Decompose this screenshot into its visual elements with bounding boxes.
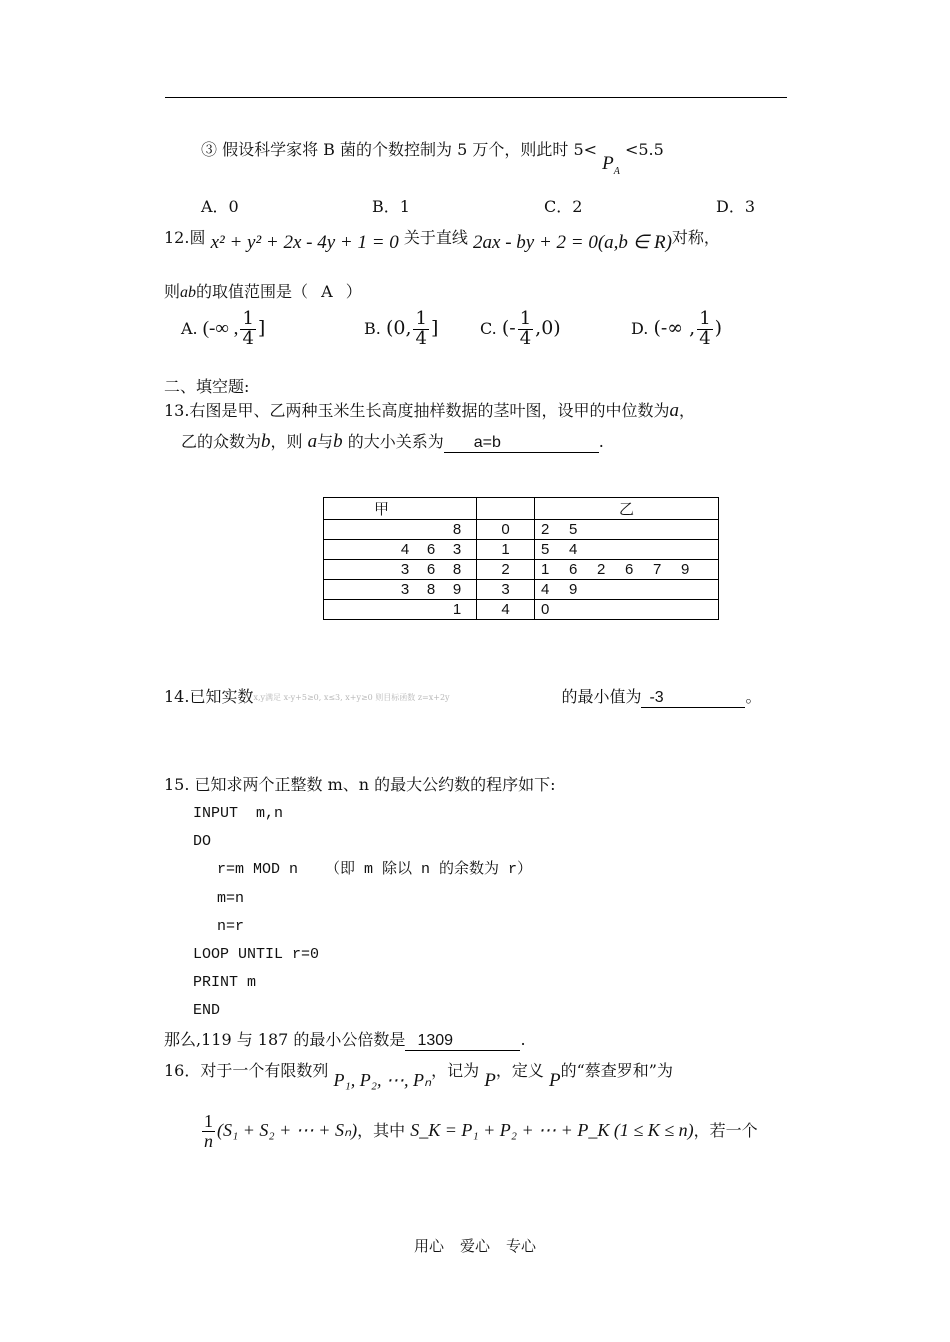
q12-line2-text: 的取值范围是（ — [196, 282, 309, 301]
q12-option-a — [181, 310, 265, 349]
q16-p: P — [484, 1070, 496, 1091]
q13-end: . — [598, 432, 604, 451]
q11-option-a: A．0 — [201, 197, 239, 216]
q12-option-a-frac — [240, 310, 255, 349]
q11-item3-text: ③ 假设科学家将 B 菌的个数控制为 5 万个，则此时 5< — [201, 140, 598, 159]
q12-option-c-right: ,0) — [535, 316, 561, 339]
q16-mid1: ，记为 — [431, 1061, 480, 1080]
q12-suffix: 对称， — [671, 228, 720, 247]
q16-p2: P — [548, 1070, 561, 1091]
q12-ab: ab — [180, 284, 197, 301]
q16-end: ，若一个 — [693, 1120, 758, 1140]
q13-line1-text: 13.右图是甲、乙两种玉米生长高度抽样数据的茎叶图，设甲的中位数为 — [164, 401, 670, 420]
q12-option-c-frac — [518, 310, 533, 349]
left-leaves — [324, 580, 477, 600]
leaf: 9 — [452, 581, 462, 598]
q15-answer-blank — [405, 1032, 520, 1051]
code-line: END — [193, 1002, 221, 1020]
q14-line — [164, 684, 761, 708]
q12-option-b-right: ] — [430, 316, 439, 339]
table-row — [324, 540, 719, 560]
q15-question — [164, 1027, 526, 1051]
footer-text: 爱心 — [459, 1237, 490, 1255]
q13-comma: ， — [678, 401, 695, 420]
q14-end: 。 — [745, 687, 762, 706]
leaf: 4 — [400, 541, 410, 558]
right-leaves — [535, 580, 719, 600]
leaf: 5 — [569, 521, 578, 538]
frac-den: 4 — [242, 327, 254, 349]
table-row — [324, 600, 719, 620]
q12-option-b — [364, 310, 438, 349]
q12-line-equation: 2ax - by + 2 = 0(a,b ∈ R) — [473, 232, 672, 253]
q13-line1 — [164, 398, 695, 422]
q14-faded-constraints: x,y满足 x-y+5≥0, x≤3, x+y≥0 则目标函数 z=x+2y — [253, 693, 450, 702]
q12-option-d-right: ) — [714, 316, 723, 339]
stem: 1 — [477, 540, 535, 560]
code-line: n=r — [199, 917, 245, 935]
q12-option-c-left: (- — [501, 316, 516, 339]
leaf: 5 — [541, 541, 550, 558]
right-leaves — [535, 600, 719, 620]
q12-option-a-left: (-∞ , — [202, 317, 239, 339]
q12-option-d — [631, 310, 722, 349]
leaf: 9 — [569, 581, 578, 598]
leaf: 1 — [452, 601, 462, 618]
header-rule — [165, 97, 787, 98]
code-line: r=m MOD n （即 m 除以 n 的余数为 r） — [199, 861, 533, 879]
leaf: 3 — [452, 541, 462, 558]
frac-num: 1 — [204, 1111, 213, 1131]
left-leaves — [324, 600, 477, 620]
q12-option-b-left: (0, — [385, 316, 412, 339]
header-yi: 乙 — [535, 498, 719, 520]
frac-num: 1 — [519, 308, 532, 329]
code-line: DO — [193, 833, 212, 851]
q13-b-2: b — [333, 431, 343, 452]
code-line: m=n — [199, 889, 245, 907]
q12-option-d-frac — [697, 310, 712, 349]
q16-line2 — [200, 1112, 758, 1151]
q11-option-c: C．2 — [544, 197, 583, 216]
q13-line2 — [181, 429, 604, 453]
q14-answer: -3 — [649, 689, 664, 706]
q11-pa — [602, 153, 620, 177]
q12-option-d-label: D. — [631, 318, 649, 338]
leaf: 9 — [681, 561, 690, 578]
leaf: 3 — [400, 581, 410, 598]
stem: 0 — [477, 520, 535, 540]
footer-text: 专心 — [506, 1237, 537, 1255]
table-row — [324, 520, 719, 540]
leaf: 8 — [452, 561, 462, 578]
stem: 2 — [477, 560, 535, 580]
q11-pa-var: P — [602, 153, 614, 174]
q16-sequence: P₁, P₂, ⋯, Pₙ — [333, 1070, 432, 1090]
leaf: 7 — [653, 561, 662, 578]
leaf: 6 — [569, 561, 578, 578]
leaf: 2 — [597, 561, 606, 578]
q16-mid3: 的“蔡查罗和”为 — [560, 1061, 673, 1080]
leaf: 0 — [541, 601, 550, 618]
q13-line2d: 的大小关系为 — [347, 432, 444, 451]
q11-option-d: D．3 — [716, 197, 756, 216]
frac-den: 4 — [699, 327, 711, 349]
q12-option-b-frac — [413, 310, 428, 349]
leaf: 2 — [541, 521, 550, 538]
leaf: 1 — [541, 561, 550, 578]
q12-line2-close: ） — [345, 282, 362, 301]
leaf: 3 — [400, 561, 410, 578]
q12-circle-equation: x² + y² + 2x - 4y + 1 = 0 — [210, 232, 399, 253]
q13-line2c: 与 — [317, 432, 334, 451]
code-line: LOOP UNTIL r=0 — [193, 946, 320, 964]
q12-option-a-right: ] — [257, 316, 266, 339]
q16-frac — [202, 1112, 215, 1151]
header-jia: 甲 — [324, 498, 477, 520]
q16-definition: S_K = P₁ + P₂ + ⋯ + P_K (1 ≤ K ≤ n) — [410, 1119, 694, 1140]
q12-option-a-label: A. — [181, 318, 198, 338]
q13-answer: a=b — [473, 434, 501, 451]
stem: 3 — [477, 580, 535, 600]
leaf: 8 — [426, 581, 436, 598]
q12-line1 — [164, 225, 720, 253]
q11-option-b: B．1 — [372, 197, 410, 216]
section-fill-in: 二、填空题: — [164, 377, 250, 396]
q13-answer-blank — [444, 434, 599, 453]
page-footer — [0, 1235, 950, 1256]
stem-leaf-table — [323, 497, 719, 620]
table-row — [324, 560, 719, 580]
q16-mid2: ，定义 — [495, 1061, 544, 1080]
q12-answer: A — [321, 282, 333, 301]
code-line: PRINT m — [193, 974, 257, 992]
code-line: INPUT m,n — [193, 805, 284, 822]
q12-option-d-left: (-∞ , — [653, 316, 696, 339]
q15-answer: 1309 — [417, 1032, 454, 1049]
frac-num: 1 — [415, 308, 427, 329]
q15-code-block — [193, 800, 532, 1026]
q12-line2 — [164, 279, 362, 302]
q16-mid4: ，其中 — [357, 1120, 406, 1140]
frac-num: 1 — [242, 308, 254, 329]
right-leaves — [535, 560, 719, 580]
q15-question-text: 那么,119 与 187 的最小公倍数是 — [164, 1030, 406, 1049]
q12-option-b-label: B. — [364, 318, 381, 338]
leaf: 8 — [452, 521, 462, 538]
frac-den: 4 — [519, 327, 532, 349]
stem: 4 — [477, 600, 535, 620]
leaf: 6 — [426, 541, 436, 558]
q13-b: b — [261, 431, 271, 452]
q13-a-2: a — [307, 431, 318, 452]
header-stem — [477, 498, 535, 520]
q12-option-c — [480, 310, 561, 349]
frac-num: 1 — [699, 308, 711, 329]
left-leaves — [324, 520, 477, 540]
q14-prefix: 14.已知实数 — [164, 687, 254, 706]
stem-leaf-header — [324, 498, 719, 520]
table-row — [324, 580, 719, 600]
leaf: 4 — [541, 581, 550, 598]
q12-line2-prefix: 则 — [164, 282, 181, 301]
right-leaves — [535, 540, 719, 560]
q13-a: a — [669, 400, 679, 421]
q16-line1 — [164, 1058, 673, 1091]
footer-text: 用心 — [413, 1237, 444, 1255]
q13-line2a: 乙的众数为 — [181, 432, 262, 451]
leaf: 6 — [625, 561, 634, 578]
q14-suffix: 的最小值为 — [561, 687, 642, 706]
q11-item3 — [201, 137, 664, 177]
q12-prefix: 圆 — [189, 228, 206, 247]
left-leaves — [324, 540, 477, 560]
frac-den: n — [204, 1130, 213, 1151]
leaf: 6 — [426, 561, 436, 578]
q14-answer-blank — [641, 689, 745, 708]
q15-end: . — [520, 1030, 526, 1049]
q13-line2b: ，则 — [270, 432, 303, 451]
frac-den: 4 — [415, 327, 427, 349]
q12-number: 12. — [164, 228, 190, 247]
leaf: 4 — [569, 541, 578, 558]
q11-pa-sub: A — [613, 165, 620, 177]
q16-prefix: 16．对于一个有限数列 — [164, 1061, 329, 1080]
right-leaves — [535, 520, 719, 540]
q12-option-c-label: C. — [480, 318, 497, 338]
q11-item3-end: <5.5 — [624, 140, 664, 159]
q12-mid: 关于直线 — [403, 228, 468, 247]
q16-sum: (S₁ + S₂ + ⋯ + Sₙ) — [217, 1119, 358, 1140]
left-leaves — [324, 560, 477, 580]
q15-intro: 15. 已知求两个正整数 m、n 的最大公约数的程序如下: — [164, 775, 556, 794]
